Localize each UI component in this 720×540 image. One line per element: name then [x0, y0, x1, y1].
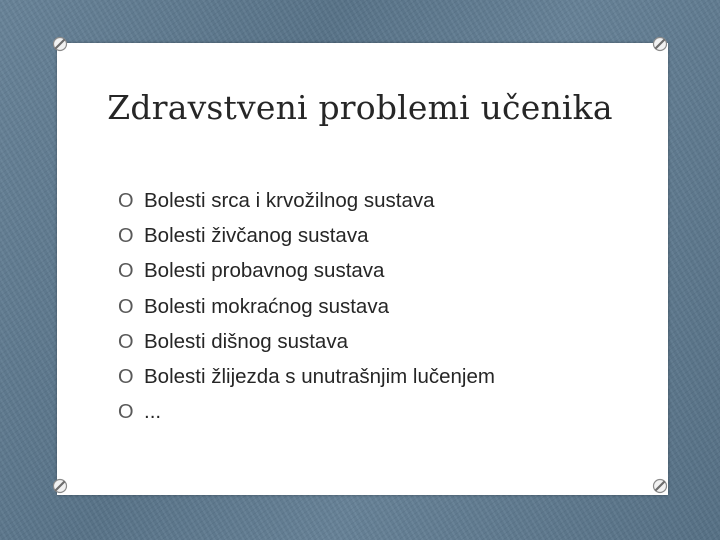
bullet-list	[118, 184, 495, 430]
bullet-marker: O	[118, 365, 134, 388]
bullet-text: Bolesti mokraćnog sustava	[144, 294, 389, 318]
bullet-text: Bolesti žlijezda s unutrašnjim lučenjem	[144, 364, 495, 388]
pushpin-icon	[652, 36, 668, 52]
bullet-marker: O	[118, 190, 134, 212]
bullet-item	[118, 290, 495, 325]
bullet-marker: O	[118, 260, 134, 283]
bullet-item	[118, 219, 495, 254]
bullet-item	[118, 254, 495, 289]
bullet-item	[118, 184, 495, 219]
pushpin-icon	[52, 36, 68, 52]
bullet-text: Bolesti dišnog sustava	[144, 329, 348, 353]
pushpin-icon	[652, 478, 668, 494]
bullet-item	[118, 395, 495, 430]
slide-title: Zdravstveni problemi učenika	[107, 88, 613, 127]
bullet-text: Bolesti živčanog sustava	[144, 224, 369, 248]
pushpin-icon	[52, 478, 68, 494]
bullet-marker: O	[118, 295, 134, 318]
bullet-text: ...	[144, 400, 162, 424]
bullet-text: Bolesti probavnog sustava	[144, 259, 385, 283]
bullet-text: Bolesti srca i krvožilnog sustava	[144, 189, 435, 212]
bullet-item	[118, 360, 495, 395]
bullet-marker: O	[118, 401, 134, 424]
bullet-marker: O	[118, 225, 134, 248]
bullet-marker: O	[118, 330, 134, 353]
bullet-item	[118, 325, 495, 360]
